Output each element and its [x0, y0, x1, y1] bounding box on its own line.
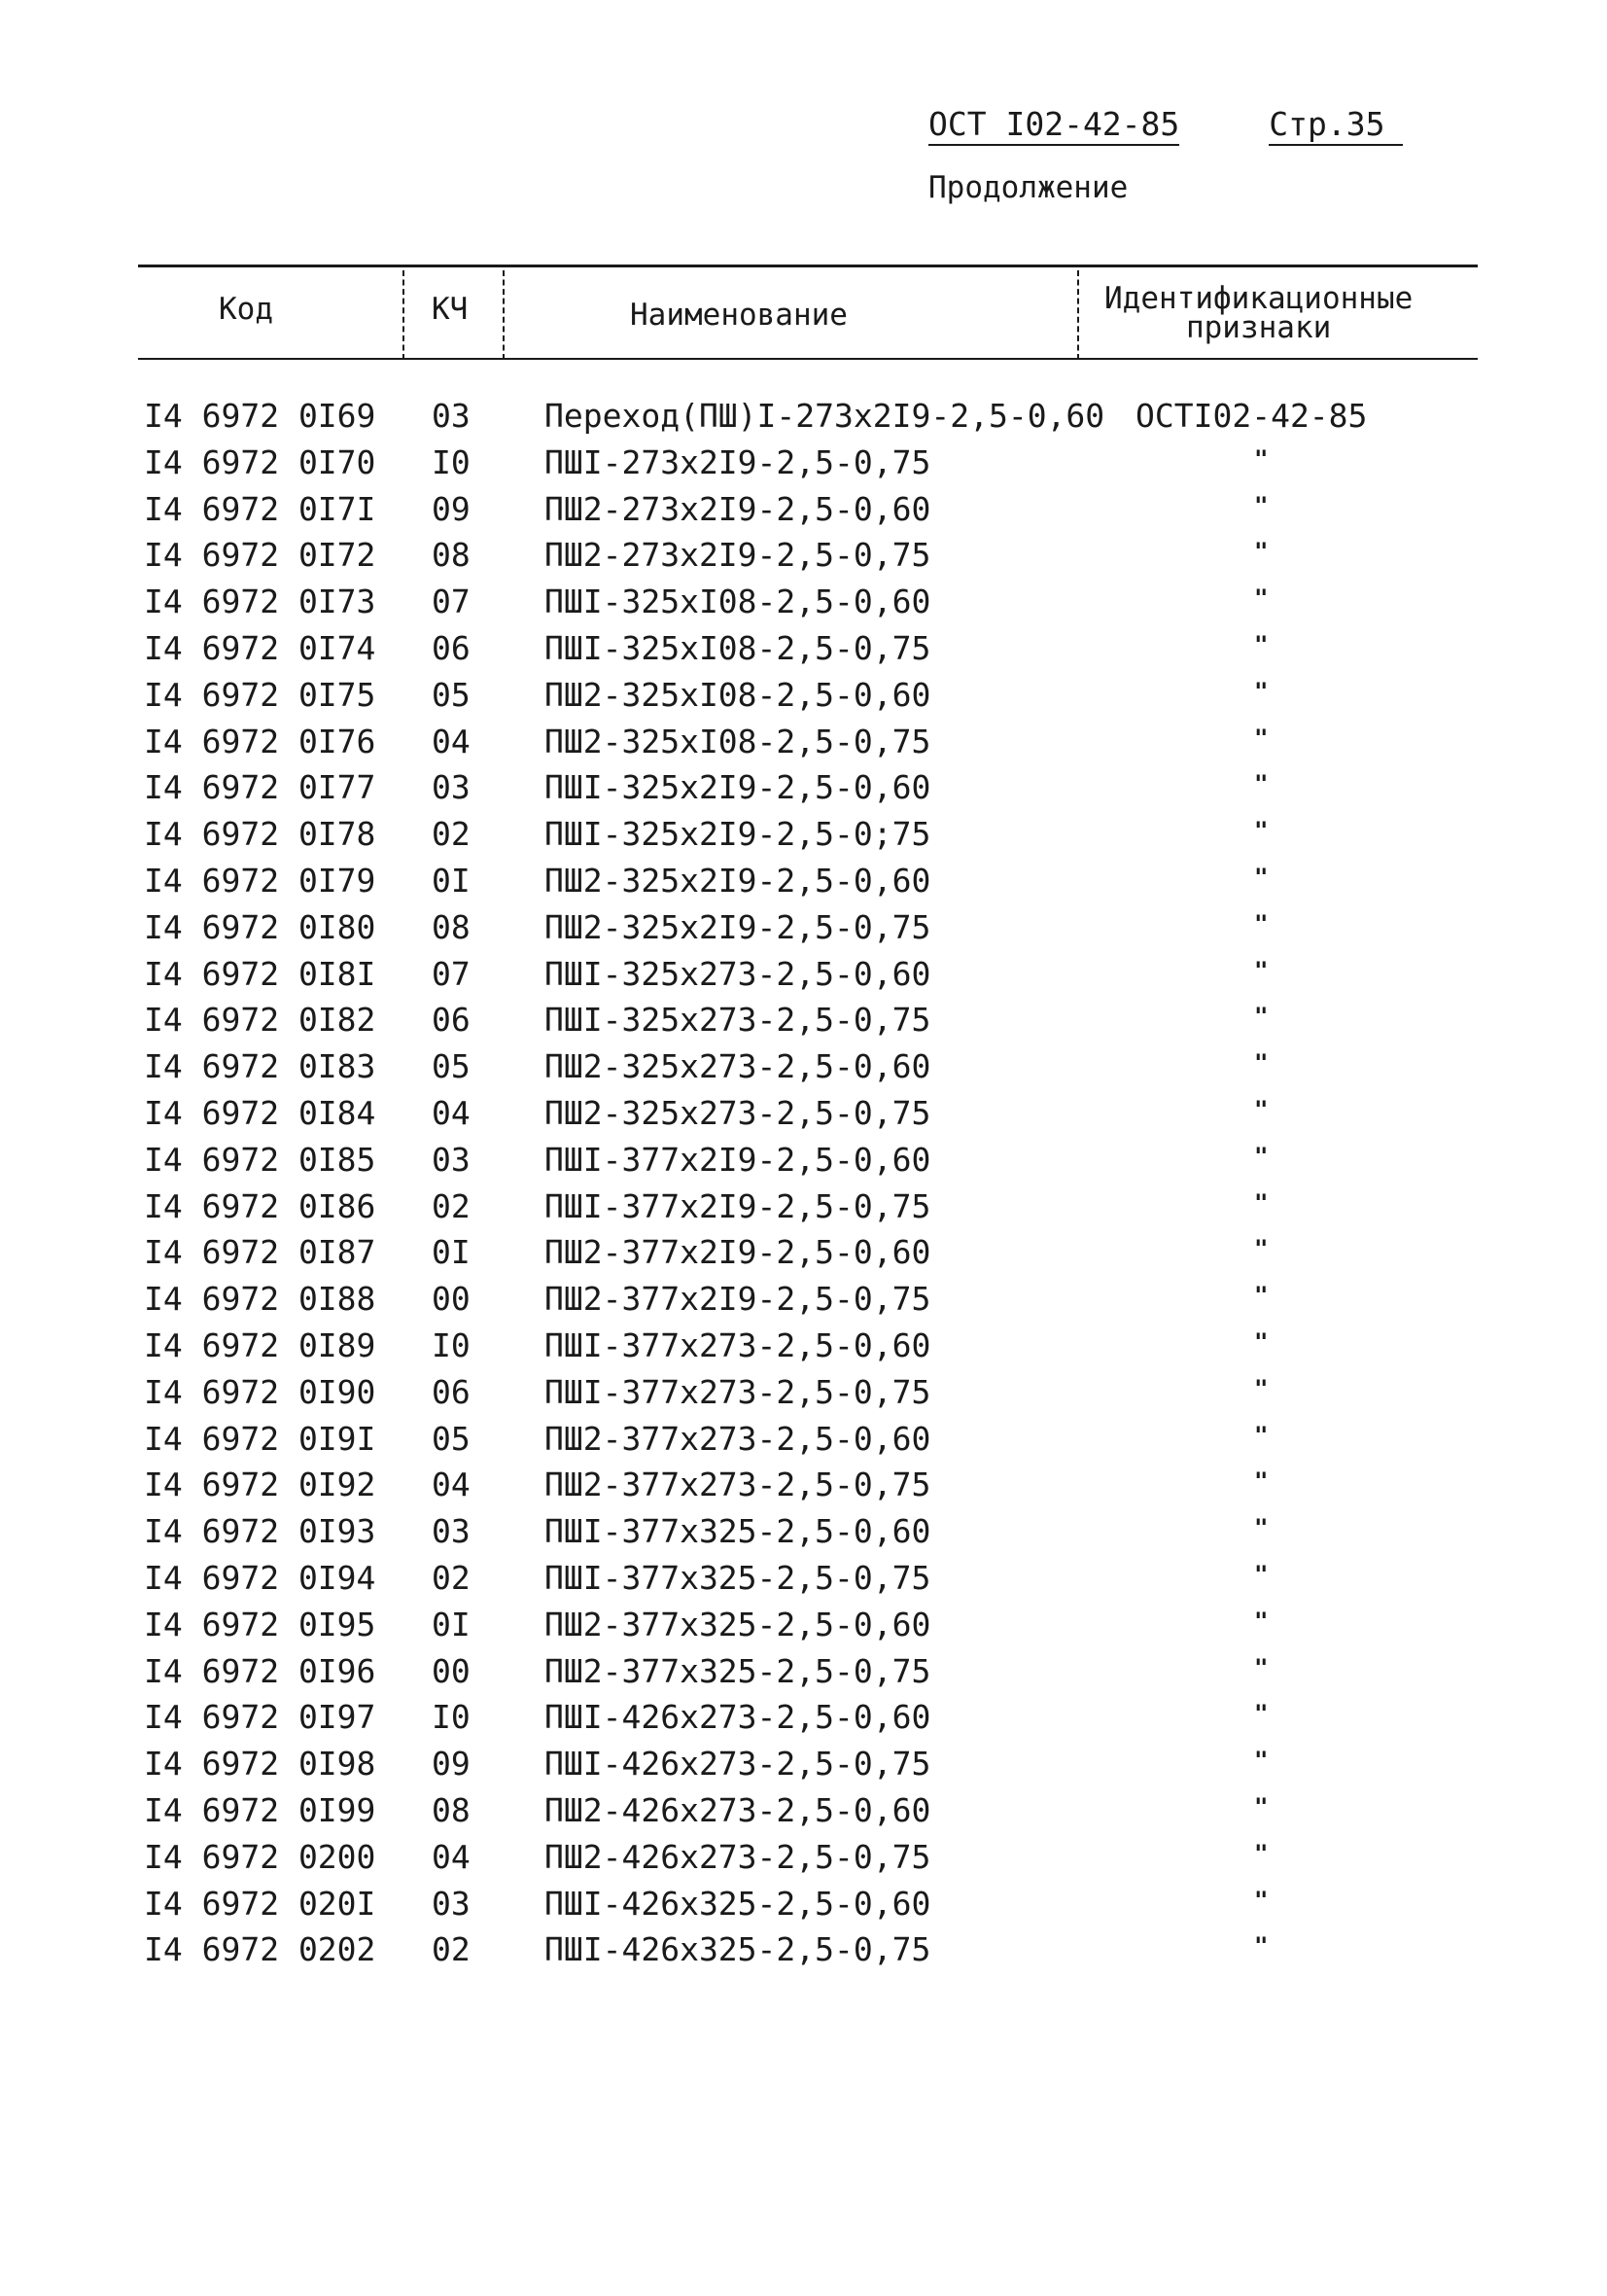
- row-name: ПШI-426х273-2,5-0,75: [544, 1745, 931, 1784]
- row-kch: 06: [432, 1001, 471, 1040]
- table-row: [0, 1745, 1607, 1791]
- row-code: I4 6972 0I87: [144, 1233, 376, 1272]
- table-body: [0, 397, 1607, 1977]
- row-kch: 09: [432, 1745, 471, 1784]
- row-code: I4 6972 0I83: [144, 1047, 376, 1086]
- table-row: [0, 1280, 1607, 1326]
- row-kch: 06: [432, 1372, 471, 1411]
- row-name: ПШ2-377х2I9-2,5-0,75: [544, 1280, 931, 1319]
- row-name: ПШI-426х325-2,5-0,75: [544, 1930, 931, 1969]
- row-code: I4 6972 0I75: [144, 675, 376, 714]
- table-row: [0, 1373, 1607, 1420]
- row-code: I4 6972 0I88: [144, 1280, 376, 1319]
- row-ident: ": [1254, 538, 1269, 566]
- row-name: ПШI-377х2I9-2,5-0,60: [544, 1140, 931, 1179]
- row-code: I4 6972 0200: [144, 1837, 376, 1876]
- row-kch: 02: [432, 1186, 471, 1225]
- table-row: [0, 723, 1607, 769]
- row-name: ПШ2-377х325-2,5-0,75: [544, 1651, 931, 1690]
- row-ident: ": [1254, 1142, 1269, 1170]
- row-code: I4 6972 0I99: [144, 1790, 376, 1829]
- row-kch: 08: [432, 1790, 471, 1829]
- row-kch: 08: [432, 536, 471, 575]
- row-kch: 04: [432, 1093, 471, 1132]
- continuation-label: Продолжение: [928, 170, 1129, 205]
- row-ident: ": [1254, 817, 1269, 845]
- row-kch: 04: [432, 1466, 471, 1504]
- row-ident: ": [1254, 1932, 1269, 1960]
- row-kch: 00: [432, 1651, 471, 1690]
- row-ident: ": [1254, 1467, 1269, 1496]
- row-code: I4 6972 0I8I: [144, 954, 376, 993]
- table-row: [0, 1559, 1607, 1606]
- row-code: I4 6972 0I77: [144, 768, 376, 807]
- row-ident: ": [1254, 1886, 1269, 1914]
- row-ident: ": [1254, 584, 1269, 613]
- column-header-code: Код: [219, 292, 273, 327]
- table-row: [0, 815, 1607, 862]
- row-code: I4 6972 0I98: [144, 1745, 376, 1784]
- row-code: I4 6972 0I94: [144, 1558, 376, 1597]
- row-code: I4 6972 0I74: [144, 628, 376, 667]
- row-ident: ": [1254, 1839, 1269, 1867]
- row-code: I4 6972 0I95: [144, 1605, 376, 1643]
- row-kch: I0: [432, 1325, 471, 1364]
- table-row: [0, 1791, 1607, 1838]
- row-code: I4 6972 0I96: [144, 1651, 376, 1690]
- column-header-name: Наименование: [630, 298, 848, 333]
- table-row: [0, 676, 1607, 723]
- row-ident: ": [1254, 1653, 1269, 1681]
- column-header-ident-line2: признаки: [1185, 310, 1332, 345]
- row-name: ПШI-426х273-2,5-0,60: [544, 1698, 931, 1737]
- row-ident: ": [1254, 1374, 1269, 1402]
- row-name: ПШ2-325х2I9-2,5-0,60: [544, 861, 931, 900]
- standard-header: [928, 105, 1403, 146]
- table-row: [0, 583, 1607, 629]
- row-code: I4 6972 0I85: [144, 1140, 376, 1179]
- row-code: I4 6972 0I84: [144, 1093, 376, 1132]
- row-kch: 02: [432, 1930, 471, 1969]
- table-row: [0, 490, 1607, 537]
- row-name: ПШ2-426х273-2,5-0,60: [544, 1790, 931, 1829]
- row-kch: 04: [432, 722, 471, 760]
- row-name: ПШI-325хI08-2,5-0,75: [544, 628, 931, 667]
- table-row: [0, 1885, 1607, 1931]
- table-row: [0, 1326, 1607, 1373]
- row-name: ПШI-325х2I9-2,5-0,60: [544, 768, 931, 807]
- table-header-rule: [138, 358, 1478, 360]
- row-kch: 05: [432, 675, 471, 714]
- table-row: [0, 1838, 1607, 1885]
- column-header-ident-line1: Идентификационные: [1104, 281, 1414, 316]
- row-ident: ": [1254, 1188, 1269, 1217]
- row-kch: 05: [432, 1419, 471, 1458]
- table-row: [0, 1698, 1607, 1745]
- row-kch: 03: [432, 397, 471, 435]
- row-ident: ": [1254, 1514, 1269, 1542]
- row-kch: 06: [432, 628, 471, 667]
- row-name: ПШI-325х2I9-2,5-0;75: [544, 815, 931, 854]
- row-kch: 04: [432, 1837, 471, 1876]
- row-kch: 03: [432, 768, 471, 807]
- table-row: [0, 1930, 1607, 1977]
- row-code: I4 6972 0I97: [144, 1698, 376, 1737]
- row-name: ПШI-426х325-2,5-0,60: [544, 1884, 931, 1923]
- row-ident: ": [1254, 1327, 1269, 1356]
- table-top-rule: [138, 265, 1478, 267]
- row-code: I4 6972 0I80: [144, 907, 376, 946]
- row-kch: 09: [432, 489, 471, 528]
- row-kch: 00: [432, 1280, 471, 1319]
- table-row: [0, 536, 1607, 583]
- row-code: I4 6972 0I89: [144, 1325, 376, 1364]
- row-ident: ОСТI02-42-85: [1135, 397, 1368, 435]
- row-name: ПШ2-273х2I9-2,5-0,60: [544, 489, 931, 528]
- row-kch: 0I: [432, 1605, 471, 1643]
- row-name: ПШI-325х273-2,5-0,75: [544, 1001, 931, 1040]
- row-ident: ": [1254, 1049, 1269, 1077]
- row-name: ПШ2-325х2I9-2,5-0,75: [544, 907, 931, 946]
- table-row: [0, 1187, 1607, 1234]
- row-ident: ": [1254, 1095, 1269, 1123]
- column-header-kch: КЧ: [432, 292, 469, 327]
- row-code: I4 6972 0I86: [144, 1186, 376, 1225]
- row-code: I4 6972 0I92: [144, 1466, 376, 1504]
- row-ident: ": [1254, 1235, 1269, 1263]
- row-name: ПШI-377х2I9-2,5-0,75: [544, 1186, 931, 1225]
- row-code: I4 6972 0202: [144, 1930, 376, 1969]
- table-row: [0, 1047, 1607, 1094]
- row-kch: 02: [432, 1558, 471, 1597]
- table-row: [0, 1094, 1607, 1141]
- row-code: I4 6972 0I78: [144, 815, 376, 854]
- table-row: [0, 1001, 1607, 1047]
- row-code: I4 6972 0I72: [144, 536, 376, 575]
- table-row: [0, 1512, 1607, 1559]
- column-header-ident: [1104, 281, 1414, 345]
- row-name: ПШI-273х2I9-2,5-0,75: [544, 442, 931, 481]
- row-code: I4 6972 0I90: [144, 1372, 376, 1411]
- row-ident: ": [1254, 677, 1269, 705]
- row-kch: I0: [432, 1698, 471, 1737]
- row-code: I4 6972 0I79: [144, 861, 376, 900]
- row-code: I4 6972 0I9I: [144, 1419, 376, 1458]
- row-ident: ": [1254, 491, 1269, 519]
- row-name: ПШ2-273х2I9-2,5-0,75: [544, 536, 931, 575]
- row-ident: ": [1254, 770, 1269, 798]
- row-ident: ": [1254, 1421, 1269, 1449]
- row-kch: 03: [432, 1512, 471, 1551]
- row-ident: ": [1254, 724, 1269, 752]
- row-name: ПШI-377х273-2,5-0,60: [544, 1325, 931, 1364]
- row-name: ПШ2-325хI08-2,5-0,60: [544, 675, 931, 714]
- table-row: [0, 443, 1607, 490]
- table-row: [0, 397, 1607, 443]
- table-row: [0, 768, 1607, 815]
- row-ident: ": [1254, 863, 1269, 891]
- table-row: [0, 1141, 1607, 1187]
- column-divider: [503, 270, 505, 360]
- row-ident: ": [1254, 1700, 1269, 1728]
- row-name: ПШ2-377х325-2,5-0,60: [544, 1605, 931, 1643]
- row-kch: 0I: [432, 861, 471, 900]
- row-code: I4 6972 020I: [144, 1884, 376, 1923]
- row-name: ПШ2-377х273-2,5-0,75: [544, 1466, 931, 1504]
- row-code: I4 6972 0I93: [144, 1512, 376, 1551]
- table-row: [0, 1466, 1607, 1512]
- row-name: ПШ2-426х273-2,5-0,75: [544, 1837, 931, 1876]
- row-code: I4 6972 0I73: [144, 583, 376, 621]
- table-row: [0, 1420, 1607, 1466]
- row-kch: 07: [432, 583, 471, 621]
- standard-number: ОСТ I02-42-85: [928, 105, 1179, 146]
- row-code: I4 6972 0I7I: [144, 489, 376, 528]
- row-ident: ": [1254, 909, 1269, 937]
- row-name: ПШI-325хI08-2,5-0,60: [544, 583, 931, 621]
- row-ident: ": [1254, 630, 1269, 658]
- row-ident: ": [1254, 1607, 1269, 1635]
- table-row: [0, 1233, 1607, 1280]
- row-name: ПШI-325х273-2,5-0,60: [544, 954, 931, 993]
- row-code: I4 6972 0I76: [144, 722, 376, 760]
- column-divider: [1077, 270, 1079, 360]
- row-kch: 08: [432, 907, 471, 946]
- row-code: I4 6972 0I70: [144, 442, 376, 481]
- row-kch: I0: [432, 442, 471, 481]
- row-code: I4 6972 0I82: [144, 1001, 376, 1040]
- table-row: [0, 629, 1607, 676]
- row-ident: ": [1254, 956, 1269, 984]
- row-name: ПШ2-377х2I9-2,5-0,60: [544, 1233, 931, 1272]
- row-name: Переход(ПШ)I-273х2I9-2,5-0,60: [544, 397, 1105, 435]
- row-kch: 02: [432, 815, 471, 854]
- row-name: ПШ2-377х273-2,5-0,60: [544, 1419, 931, 1458]
- row-kch: 05: [432, 1047, 471, 1086]
- row-name: ПШ2-325хI08-2,5-0,75: [544, 722, 931, 760]
- row-ident: ": [1254, 1792, 1269, 1820]
- row-name: ПШ2-325х273-2,5-0,60: [544, 1047, 931, 1086]
- row-name: ПШI-377х325-2,5-0,75: [544, 1558, 931, 1597]
- row-code: I4 6972 0I69: [144, 397, 376, 435]
- row-ident: ": [1254, 1003, 1269, 1031]
- row-name: ПШI-377х273-2,5-0,75: [544, 1372, 931, 1411]
- table-row: [0, 1652, 1607, 1699]
- table-row: [0, 1606, 1607, 1652]
- row-ident: ": [1254, 1282, 1269, 1310]
- row-name: ПШI-377х325-2,5-0,60: [544, 1512, 931, 1551]
- table-row: [0, 908, 1607, 955]
- row-name: ПШ2-325х273-2,5-0,75: [544, 1093, 931, 1132]
- column-divider: [402, 270, 404, 360]
- table-row: [0, 955, 1607, 1002]
- table-row: [0, 862, 1607, 908]
- row-kch: 0I: [432, 1233, 471, 1272]
- row-kch: 03: [432, 1884, 471, 1923]
- page-number: Стр.35: [1269, 105, 1402, 146]
- row-kch: 03: [432, 1140, 471, 1179]
- row-ident: ": [1254, 1560, 1269, 1588]
- row-ident: ": [1254, 444, 1269, 473]
- row-ident: ": [1254, 1747, 1269, 1775]
- row-kch: 07: [432, 954, 471, 993]
